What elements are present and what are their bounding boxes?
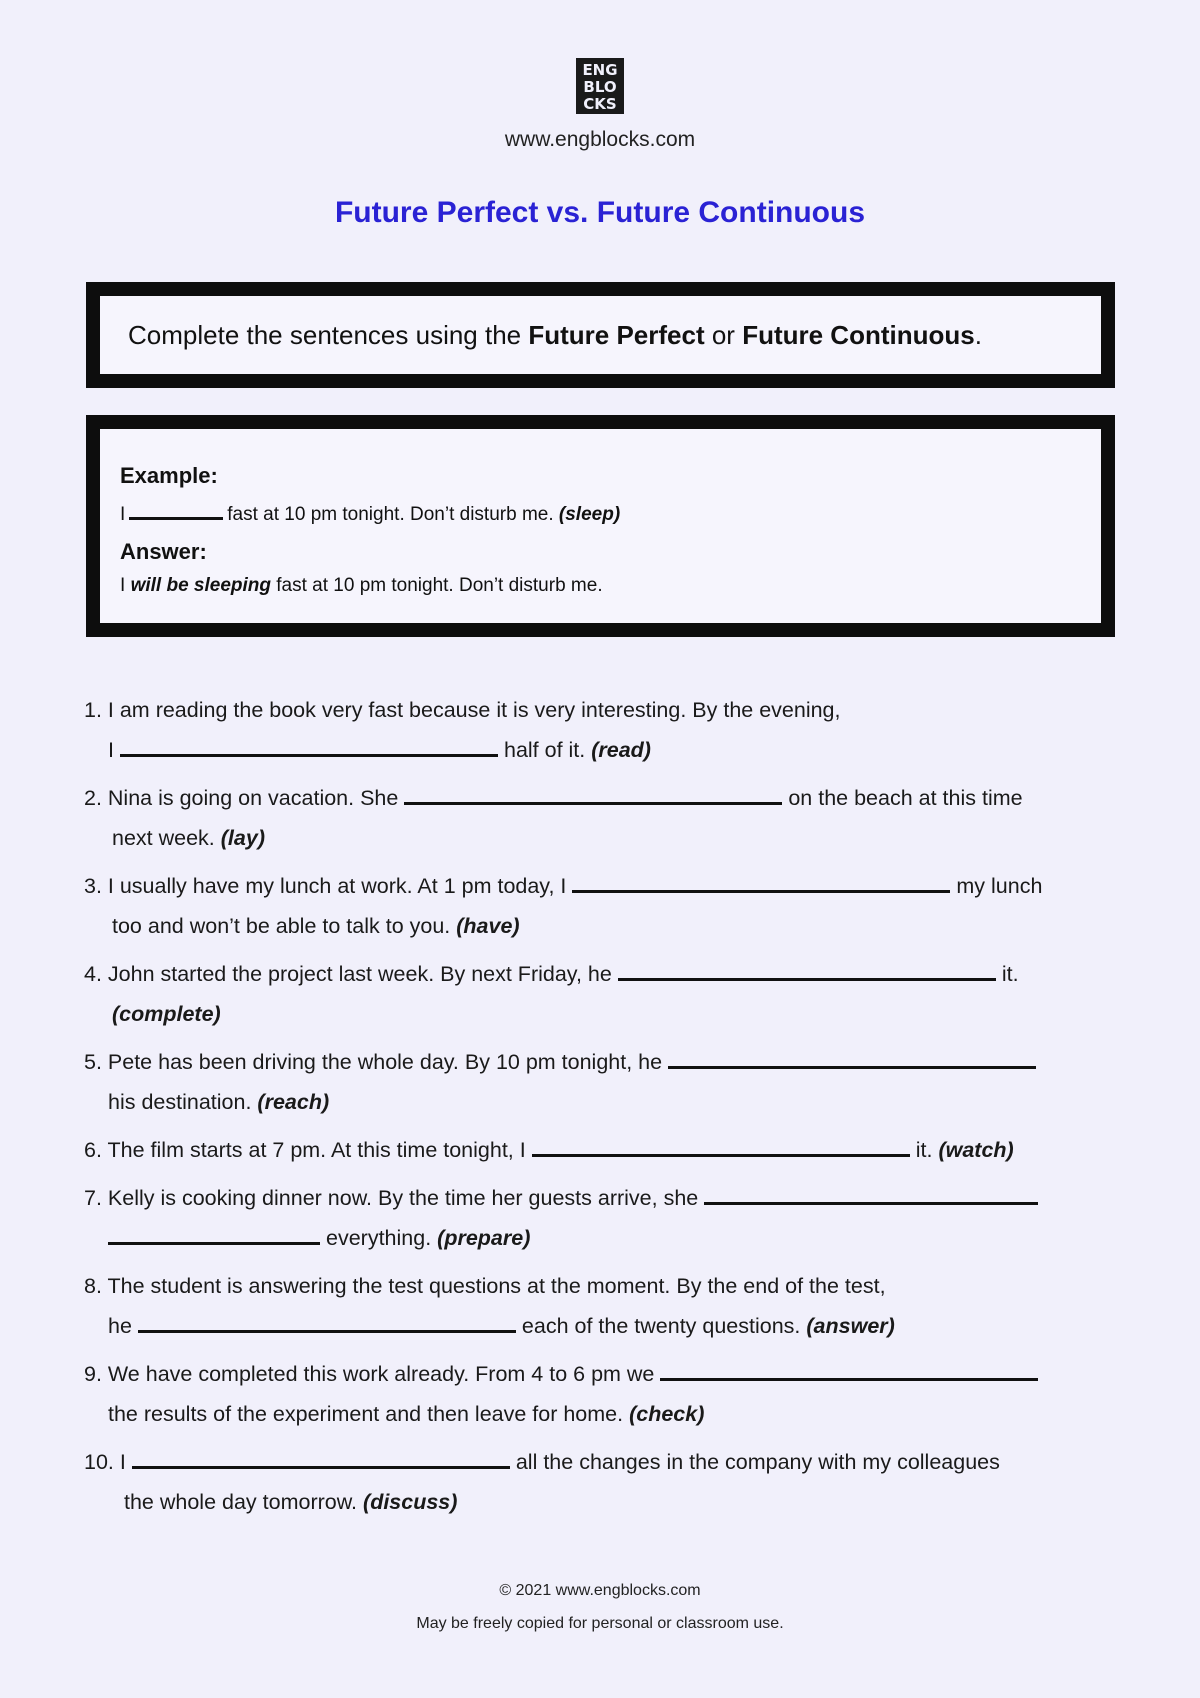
answer-blank-2[interactable] (404, 778, 782, 805)
question-7: 7. Kelly is cooking dinner now. By the time her guests arrive, she everything. (prepare) (84, 1178, 1124, 1258)
example-label: Example: (120, 463, 218, 488)
instruction-term-future-continuous: Future Continuous (742, 319, 975, 350)
answer-blank-4[interactable] (618, 954, 996, 981)
logo-line-2: BLO (583, 78, 617, 96)
hint-3: (have) (456, 914, 520, 938)
hint-6: (watch) (938, 1138, 1014, 1162)
hint-2: (lay) (220, 826, 265, 850)
question-10: 10. I all the changes in the company with my colleagues the whole day tomorrow. (discuss) (84, 1442, 1124, 1522)
example-box (86, 415, 1115, 637)
answer-blank-8[interactable] (138, 1306, 516, 1333)
question-list (84, 690, 1124, 1530)
hint-10: (discuss) (363, 1490, 458, 1514)
example-blank (129, 499, 223, 520)
hint-1: (read) (591, 738, 651, 762)
hint-8: (answer) (806, 1314, 895, 1338)
footer-note: May be freely copied for personal or classroom use. (416, 1615, 784, 1632)
site-url: www.engblocks.com (504, 128, 696, 151)
answer-blank-7a[interactable] (704, 1178, 1038, 1205)
question-2: 2. Nina is going on vacation. She on the beach at this time next week. (lay) (84, 778, 1124, 858)
answer-blank-3[interactable] (572, 866, 950, 893)
hint-9: (check) (629, 1402, 705, 1426)
question-4: 4. John started the project last week. By next Friday, he it. (complete) (84, 954, 1124, 1034)
answer-blank-9[interactable] (660, 1354, 1038, 1381)
instruction-text: Complete the sentences using the Future Perfect or Future Continuous. (128, 319, 982, 350)
question-3: 3. I usually have my lunch at work. At 1 pm today, I my lunch too and won’t be able to talk to you. (have) (84, 866, 1124, 946)
hint-4: (complete) (112, 1002, 221, 1026)
question-1: 1. I am reading the book very fast because it is very interesting. By the evening, I half of it. (read) (84, 698, 841, 762)
answer-blank-5[interactable] (668, 1042, 1036, 1069)
engblocks-logo (576, 58, 624, 114)
answer-fill: will be sleeping (130, 575, 271, 596)
question-5: 5. Pete has been driving the whole day. By 10 pm tonight, he his destination. (reach) (84, 1042, 1124, 1122)
question-6: 6. The film starts at 7 pm. At this time tonight, I it. (watch) (84, 1130, 1124, 1170)
answer-blank-10[interactable] (132, 1442, 510, 1469)
logo-line-1: ENG (582, 61, 618, 79)
answer-blank-6[interactable] (532, 1130, 910, 1157)
hint-5: (reach) (257, 1090, 330, 1114)
answer-blank-1[interactable] (120, 730, 498, 757)
answer-label: Answer: (120, 539, 207, 564)
footer-copyright: © 2021 www.engblocks.com (499, 1582, 701, 1599)
hint-7: (prepare) (437, 1226, 531, 1250)
answer-sentence: I will be sleeping fast at 10 pm tonight. Don’t disturb me. (120, 575, 603, 596)
example-hint: (sleep) (558, 504, 621, 525)
answer-blank-7b[interactable] (108, 1218, 320, 1245)
example-sentence: I fast at 10 pm tonight. Don’t disturb me. (sleep) (120, 499, 1101, 527)
instruction-box (86, 282, 1115, 388)
logo-line-3: CKS (583, 95, 617, 113)
instruction-term-future-perfect: Future Perfect (528, 319, 705, 350)
question-9: 9. We have completed this work already. From 4 to 6 pm we the results of the experiment and then leave for home. (check) (84, 1354, 1124, 1434)
page-title: Future Perfect vs. Future Continuous (334, 196, 866, 229)
question-8: 8. The student is answering the test questions at the moment. By the end of the test, he each of the twenty questions. (answer) (84, 1274, 895, 1338)
